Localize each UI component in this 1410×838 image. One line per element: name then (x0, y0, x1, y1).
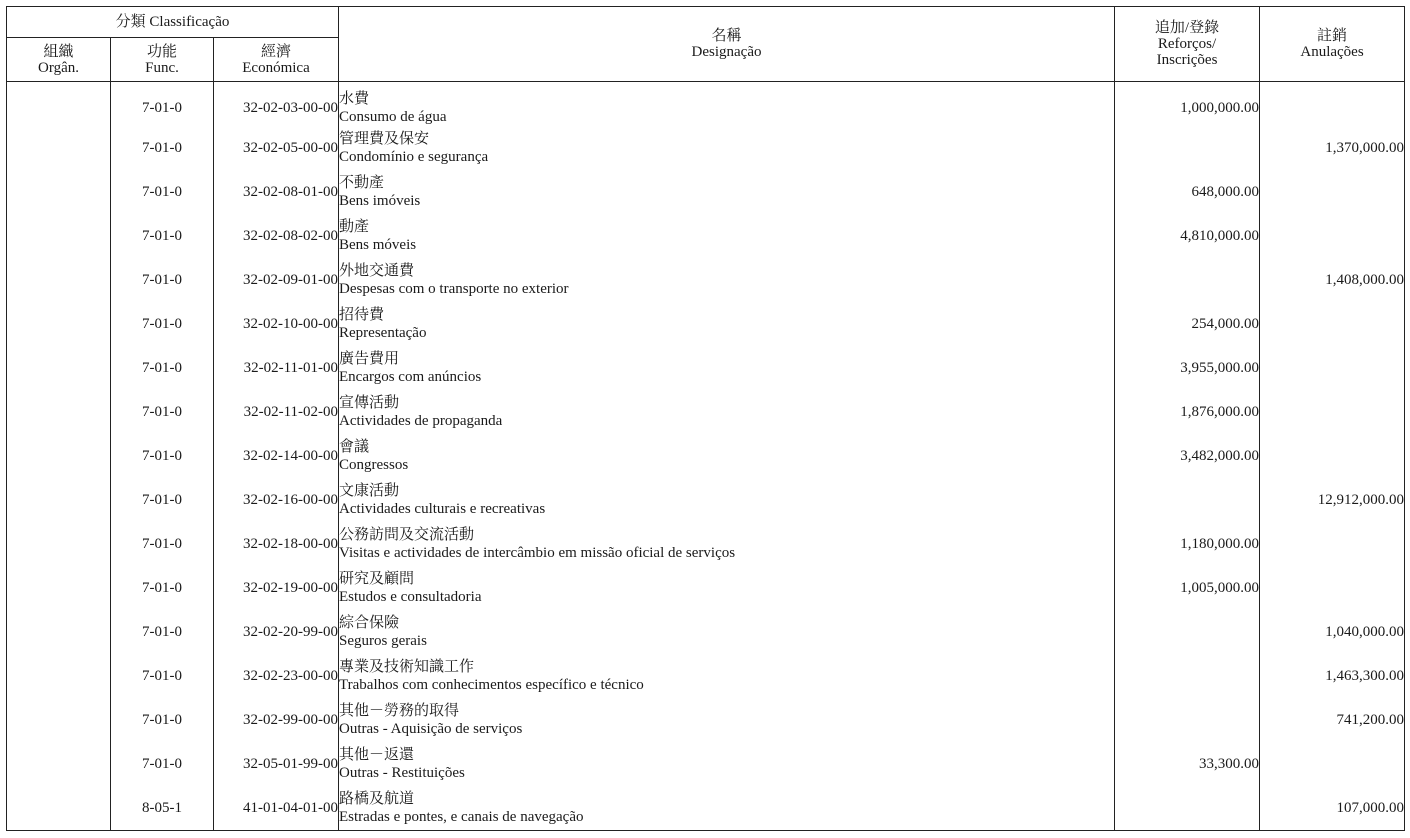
function-code-cell: 7-01-0 (111, 478, 214, 522)
function-code-cell: 7-01-0 (111, 390, 214, 434)
reinforcement-amount (1115, 478, 1260, 522)
function-code-cell: 7-01-0 (111, 214, 214, 258)
table-row (7, 522, 1405, 566)
designation-header: 名稱 Designação (339, 7, 1115, 82)
cancellation-amount: 1,463,300.00 (1260, 654, 1405, 698)
reinforcement-amount (1115, 786, 1260, 831)
cancellation-amount (1260, 346, 1405, 390)
organ-cell (7, 478, 111, 522)
organ-cell (7, 610, 111, 654)
designation-cell (339, 390, 1115, 434)
cancellation-amount (1260, 434, 1405, 478)
table-row (7, 258, 1405, 302)
reinforcement-amount: 33,300.00 (1115, 742, 1260, 786)
function-code-cell: 7-01-0 (111, 610, 214, 654)
economic-header: 經濟 Económica (214, 38, 339, 82)
organ-cell (7, 302, 111, 346)
function-code-cell: 8-05-1 (111, 786, 214, 831)
designation-cell (339, 214, 1115, 258)
cancellation-amount (1260, 390, 1405, 434)
cancellations-header: 註銷 Anulações (1260, 7, 1405, 82)
designation-pt: Condomínio e segurança (339, 149, 489, 165)
designation-cell (339, 610, 1115, 654)
cancellation-amount (1260, 302, 1405, 346)
table-row (7, 302, 1405, 346)
designation-zh: 招待費 (339, 307, 385, 323)
economic-code-cell: 32-02-08-02-00 (214, 214, 339, 258)
designation-pt: Estradas e pontes, e canais de navegação (339, 809, 584, 825)
designation-zh: 其他－勞務的取得 (339, 703, 460, 719)
economic-code-cell: 32-05-01-99-00 (214, 742, 339, 786)
designation-cell (339, 566, 1115, 610)
function-code-cell: 7-01-0 (111, 346, 214, 390)
table-row (7, 786, 1405, 831)
designation-cell (339, 302, 1115, 346)
designation-zh: 宣傳活動 (339, 395, 400, 411)
designation-zh: 研究及顧問 (339, 571, 415, 587)
designation-pt: Congressos (339, 457, 409, 473)
cancellation-amount (1260, 214, 1405, 258)
function-code-cell: 7-01-0 (111, 126, 214, 170)
function-code-cell: 7-01-0 (111, 302, 214, 346)
reinforcement-amount: 1,876,000.00 (1115, 390, 1260, 434)
designation-cell (339, 742, 1115, 786)
reinforcement-amount (1115, 126, 1260, 170)
table-row (7, 346, 1405, 390)
cancellation-amount: 12,912,000.00 (1260, 478, 1405, 522)
organ-cell (7, 126, 111, 170)
designation-pt: Consumo de água (339, 109, 447, 125)
cancellation-amount (1260, 170, 1405, 214)
designation-zh: 其他－返還 (339, 747, 415, 763)
table-row (7, 214, 1405, 258)
function-code-cell: 7-01-0 (111, 82, 214, 127)
designation-cell (339, 698, 1115, 742)
designation-cell (339, 654, 1115, 698)
designation-zh: 綜合保險 (339, 615, 400, 631)
economic-code-cell: 32-02-99-00-00 (214, 698, 339, 742)
designation-zh: 會議 (339, 439, 370, 455)
designation-cell (339, 126, 1115, 170)
function-code-cell: 7-01-0 (111, 258, 214, 302)
function-code-cell: 7-01-0 (111, 698, 214, 742)
cancellation-amount (1260, 566, 1405, 610)
reinforcement-amount: 3,482,000.00 (1115, 434, 1260, 478)
reinforcement-amount: 1,180,000.00 (1115, 522, 1260, 566)
reinforcement-amount (1115, 654, 1260, 698)
table-row (7, 82, 1405, 127)
economic-code-cell: 32-02-14-00-00 (214, 434, 339, 478)
designation-zh: 公務訪問及交流活動 (339, 527, 475, 543)
function-code-cell: 7-01-0 (111, 654, 214, 698)
table-row (7, 610, 1405, 654)
designation-pt: Bens imóveis (339, 193, 421, 209)
budget-table (6, 6, 1405, 831)
cancellation-amount: 1,408,000.00 (1260, 258, 1405, 302)
designation-cell (339, 258, 1115, 302)
classification-header: 分類 Classificação (7, 7, 339, 38)
cancellation-amount (1260, 522, 1405, 566)
designation-cell (339, 434, 1115, 478)
organ-cell (7, 214, 111, 258)
designation-zh: 水費 (339, 91, 370, 107)
economic-code-cell: 32-02-11-02-00 (214, 390, 339, 434)
table-header (7, 7, 1405, 82)
organ-cell (7, 258, 111, 302)
designation-pt: Outras - Aquisição de serviços (339, 721, 523, 737)
designation-zh: 不動產 (339, 175, 385, 191)
designation-pt: Outras - Restituições (339, 765, 465, 781)
cancellation-amount (1260, 742, 1405, 786)
function-code-cell: 7-01-0 (111, 434, 214, 478)
designation-zh: 文康活動 (339, 483, 400, 499)
reinforcement-amount: 254,000.00 (1115, 302, 1260, 346)
organ-cell (7, 390, 111, 434)
designation-pt: Estudos e consultadoria (339, 589, 482, 605)
reinforcement-amount (1115, 698, 1260, 742)
reinforcements-header: 追加/登錄 Reforços/ Inscrições (1115, 7, 1260, 82)
designation-pt: Bens móveis (339, 237, 417, 253)
reinforcement-amount: 4,810,000.00 (1115, 214, 1260, 258)
organ-cell (7, 654, 111, 698)
function-code-cell: 7-01-0 (111, 170, 214, 214)
organ-cell (7, 522, 111, 566)
organ-header: 組織 Orgân. (7, 38, 111, 82)
economic-code-cell: 32-02-10-00-00 (214, 302, 339, 346)
economic-code-cell: 32-02-16-00-00 (214, 478, 339, 522)
reinforcement-amount: 1,000,000.00 (1115, 82, 1260, 127)
economic-code-cell: 32-02-09-01-00 (214, 258, 339, 302)
organ-cell (7, 170, 111, 214)
economic-code-cell: 32-02-11-01-00 (214, 346, 339, 390)
table-body (7, 82, 1405, 831)
designation-cell (339, 478, 1115, 522)
organ-cell (7, 698, 111, 742)
economic-code-cell: 32-02-23-00-00 (214, 654, 339, 698)
designation-pt: Representação (339, 325, 427, 341)
cancellation-amount: 1,370,000.00 (1260, 126, 1405, 170)
organ-cell (7, 742, 111, 786)
table-row (7, 654, 1405, 698)
designation-zh: 外地交通費 (339, 263, 415, 279)
function-code-cell: 7-01-0 (111, 742, 214, 786)
reinforcement-amount: 648,000.00 (1115, 170, 1260, 214)
designation-cell (339, 346, 1115, 390)
designation-zh: 專業及技術知識工作 (339, 659, 475, 675)
economic-code-cell: 32-02-05-00-00 (214, 126, 339, 170)
designation-pt: Actividades de propaganda (339, 413, 503, 429)
designation-pt: Trabalhos com conhecimentos específico e técnico (339, 677, 644, 693)
organ-cell (7, 786, 111, 831)
cancellation-amount: 741,200.00 (1260, 698, 1405, 742)
organ-cell (7, 346, 111, 390)
table-row (7, 742, 1405, 786)
designation-pt: Actividades culturais e recreativas (339, 501, 546, 517)
function-code-cell: 7-01-0 (111, 566, 214, 610)
reinforcement-amount (1115, 258, 1260, 302)
economic-code-cell: 32-02-08-01-00 (214, 170, 339, 214)
designation-pt: Visitas e actividades de intercâmbio em missão oficial de serviços (339, 545, 736, 561)
table-row (7, 390, 1405, 434)
table-row (7, 566, 1405, 610)
designation-pt: Encargos com anúncios (339, 369, 482, 385)
cancellation-amount: 1,040,000.00 (1260, 610, 1405, 654)
designation-zh: 管理費及保安 (339, 131, 430, 147)
table-row (7, 698, 1405, 742)
designation-zh: 廣告費用 (339, 351, 400, 367)
reinforcement-amount (1115, 610, 1260, 654)
designation-zh: 路橋及航道 (339, 791, 415, 807)
function-code-cell: 7-01-0 (111, 522, 214, 566)
economic-code-cell: 41-01-04-01-00 (214, 786, 339, 831)
economic-code-cell: 32-02-18-00-00 (214, 522, 339, 566)
economic-code-cell: 32-02-03-00-00 (214, 82, 339, 127)
designation-pt: Seguros gerais (339, 633, 427, 649)
economic-code-cell: 32-02-20-99-00 (214, 610, 339, 654)
organ-cell (7, 82, 111, 127)
table-row (7, 478, 1405, 522)
table-row (7, 434, 1405, 478)
designation-cell (339, 522, 1115, 566)
organ-cell (7, 566, 111, 610)
cancellation-amount (1260, 82, 1405, 127)
designation-zh: 動產 (339, 219, 370, 235)
designation-cell (339, 82, 1115, 127)
table-row (7, 170, 1405, 214)
reinforcement-amount: 3,955,000.00 (1115, 346, 1260, 390)
economic-code-cell: 32-02-19-00-00 (214, 566, 339, 610)
table-row (7, 126, 1405, 170)
function-header: 功能 Func. (111, 38, 214, 82)
designation-pt: Despesas com o transporte no exterior (339, 281, 569, 297)
designation-cell (339, 786, 1115, 831)
reinforcement-amount: 1,005,000.00 (1115, 566, 1260, 610)
designation-cell (339, 170, 1115, 214)
organ-cell (7, 434, 111, 478)
cancellation-amount: 107,000.00 (1260, 786, 1405, 831)
